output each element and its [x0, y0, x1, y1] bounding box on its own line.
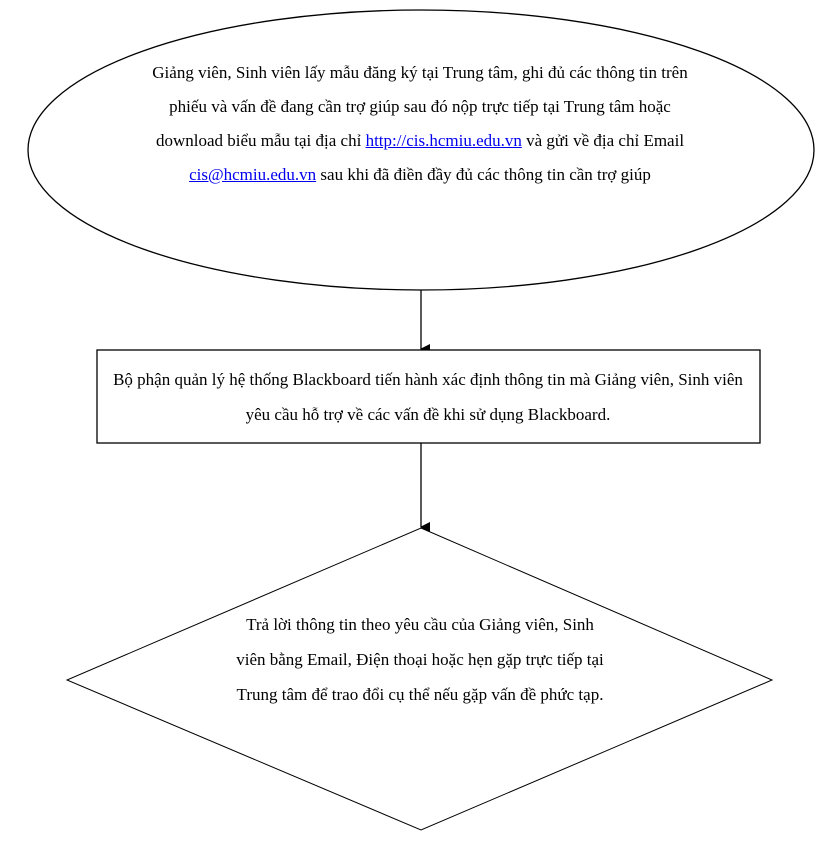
website-link[interactable]: http://cis.hcmiu.edu.vn	[365, 131, 522, 150]
start-ellipse-text	[150, 56, 690, 242]
process-box-text: Bộ phận quản lý hệ thống Blackboard tiến hành xác định thông tin mà Giảng viên, Sinh viên yêu cầu hỗ trợ về các vấn đề khi sử dụng Blackboard.	[113, 370, 743, 424]
ellipse-text-intro: Giảng viên, Sinh viên lấy mẫu đăng ký tại Trung tâm, ghi đủ các thông tin trên phiếu và vấn đề đang cần trợ giúp sau đó nộp trực tiếp tại Trung tâm hoặc download biểu mẫu tại địa chỉ	[152, 63, 688, 150]
ellipse-text-outro: sau khi đã điền đầy đủ các thông tin cần trợ giúp	[316, 165, 651, 184]
ellipse-text-middle: và gửi về địa chỉ Email	[521, 131, 685, 150]
decision-diamond-text: Trả lời thông tin theo yêu cầu của Giảng viên, Sinh viên bằng Email, Điện thoại hoặc hẹn gặp trực tiếp tại Trung tâm để trao đổi cụ thể nếu gặp vấn đề phức tạp.	[236, 615, 604, 704]
email-link[interactable]: cis@hcmiu.edu.vn	[189, 165, 317, 184]
